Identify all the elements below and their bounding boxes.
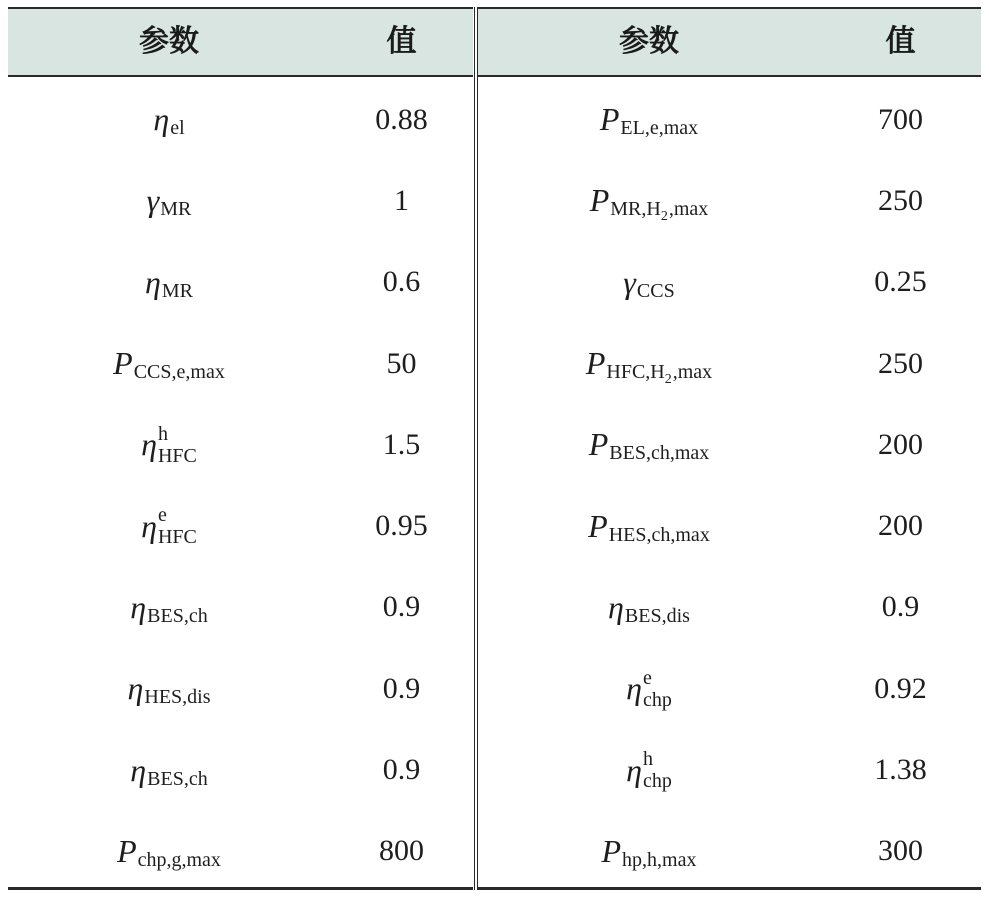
value-cell: 700: [878, 102, 923, 136]
param-symbol: η: [127, 670, 144, 707]
value-cell: 200: [878, 427, 923, 461]
param-subscript-tail: ,max: [672, 361, 713, 384]
right-table-half: [478, 7, 981, 890]
param-subscript-tail: ,max: [668, 198, 709, 221]
bottom-rule: [8, 887, 473, 890]
table-row: [478, 79, 981, 160]
table-row: [478, 160, 981, 241]
param-symbol: P: [588, 507, 608, 544]
param-cell: [478, 323, 820, 404]
param-symbol: P: [588, 426, 609, 463]
value-cell: 1.5: [382, 427, 421, 461]
param-cell: [8, 160, 330, 241]
header-value: 值: [386, 24, 417, 59]
bottom-rule: [478, 887, 981, 890]
value-cell: 0.9: [881, 590, 920, 624]
param-subscript: HFC,H2: [606, 361, 672, 388]
param-supsub: [642, 748, 672, 793]
value-cell: 0.9: [382, 590, 421, 624]
param-cell: [8, 729, 330, 810]
table-row: [8, 79, 473, 160]
table-row: [8, 242, 473, 323]
param-subscript-index: 2: [664, 372, 672, 388]
param-cell: [478, 242, 820, 323]
param-symbol: P: [589, 182, 610, 219]
table-row: [478, 811, 981, 892]
param-subscript: hp,h,max: [622, 848, 697, 871]
value-cell: 1.38: [874, 753, 927, 787]
parameter-table: [8, 7, 981, 890]
table-row: [8, 648, 473, 729]
param-supsub: [157, 422, 197, 467]
table-row: [8, 404, 473, 485]
param-symbol: P: [113, 345, 133, 382]
param-subscript: HFC: [157, 526, 197, 549]
header-param: 参数: [619, 24, 679, 59]
param-supsub: [157, 504, 197, 549]
param-cell: [8, 242, 330, 323]
table-row: [8, 567, 473, 648]
param-subscript: chp: [642, 770, 672, 793]
param-symbol: P: [585, 345, 606, 382]
param-symbol: η: [145, 263, 161, 300]
value-cell: 800: [379, 834, 424, 868]
value-cell: 50: [386, 346, 417, 380]
param-cell: [8, 323, 330, 404]
param-symbol: η: [141, 426, 157, 463]
param-symbol: γ: [146, 182, 160, 219]
param-symbol: η: [130, 588, 147, 625]
value-cell: 1: [394, 183, 409, 217]
param-cell: [8, 811, 330, 892]
param-cell: [8, 567, 330, 648]
param-cell: [478, 404, 820, 485]
param-cell: [478, 648, 820, 729]
param-subscript: HES,dis: [144, 686, 211, 709]
param-cell: [478, 811, 820, 892]
param-subscript: HFC: [157, 444, 197, 467]
table-row: [8, 811, 473, 892]
value-cell: 200: [878, 509, 923, 543]
param-symbol: η: [608, 588, 624, 625]
left-table-half: [8, 7, 473, 890]
param-subscript: chp: [642, 688, 672, 711]
header-rule: [478, 75, 981, 77]
param-cell: [478, 567, 820, 648]
param-cell: [478, 485, 820, 566]
value-cell: 0.6: [382, 265, 421, 299]
param-subscript: EL,e,max: [620, 117, 699, 140]
header-param: 参数: [139, 24, 199, 59]
param-superscript: h: [157, 422, 168, 445]
left-rows: [8, 79, 473, 892]
param-symbol: η: [626, 670, 642, 707]
param-superscript: e: [642, 666, 652, 689]
param-cell: [8, 79, 330, 160]
value-cell: 0.9: [382, 671, 421, 705]
param-subscript: chp,g,max: [137, 848, 221, 871]
param-subscript: BES,ch: [147, 604, 208, 627]
param-cell: [8, 485, 330, 566]
table-row: [478, 567, 981, 648]
param-subscript: el: [170, 117, 185, 140]
value-cell: 250: [878, 346, 923, 380]
param-subscript: BES,dis: [624, 604, 690, 627]
param-subscript: CCS,e,max: [133, 361, 225, 384]
param-subscript: MR,H2: [610, 198, 668, 225]
param-supsub: [642, 666, 672, 711]
param-symbol: P: [599, 101, 620, 138]
value-cell: 250: [878, 183, 923, 217]
value-cell: 0.9: [382, 753, 421, 787]
param-symbol: η: [141, 507, 157, 544]
param-subscript-index: 2: [660, 209, 668, 225]
table-row: [478, 323, 981, 404]
table-row: [8, 160, 473, 241]
value-cell: 0.88: [375, 102, 428, 136]
value-cell: 300: [878, 834, 923, 868]
table-row: [478, 404, 981, 485]
param-subscript: MR: [161, 279, 193, 302]
param-cell: [8, 404, 330, 485]
right-rows: [478, 79, 981, 892]
table-row: [8, 485, 473, 566]
param-subscript: CCS: [636, 279, 675, 302]
table-row: [478, 485, 981, 566]
param-symbol: η: [626, 751, 642, 788]
table-row: [478, 648, 981, 729]
value-cell: 0.95: [375, 509, 428, 543]
param-subscript: BES,ch,max: [609, 442, 710, 465]
column-divider-a: [474, 7, 475, 890]
header-rule: [8, 75, 473, 77]
table-row: [8, 323, 473, 404]
param-subscript: MR: [160, 198, 192, 221]
param-subscript: BES,ch: [147, 767, 208, 790]
table-row: [478, 729, 981, 810]
header-value: 值: [885, 24, 916, 59]
param-cell: [478, 160, 820, 241]
param-cell: [478, 729, 820, 810]
param-symbol: γ: [623, 263, 636, 300]
param-superscript: h: [642, 748, 653, 771]
param-symbol: P: [117, 832, 137, 869]
param-cell: [478, 79, 820, 160]
param-symbol: η: [153, 101, 170, 138]
value-cell: 0.92: [874, 671, 927, 705]
value-cell: 0.25: [874, 265, 927, 299]
table-row: [478, 242, 981, 323]
param-subscript: HES,ch,max: [608, 523, 710, 546]
param-cell: [8, 648, 330, 729]
param-symbol: P: [601, 832, 622, 869]
param-superscript: e: [157, 504, 167, 527]
table-row: [8, 729, 473, 810]
param-symbol: η: [130, 751, 147, 788]
